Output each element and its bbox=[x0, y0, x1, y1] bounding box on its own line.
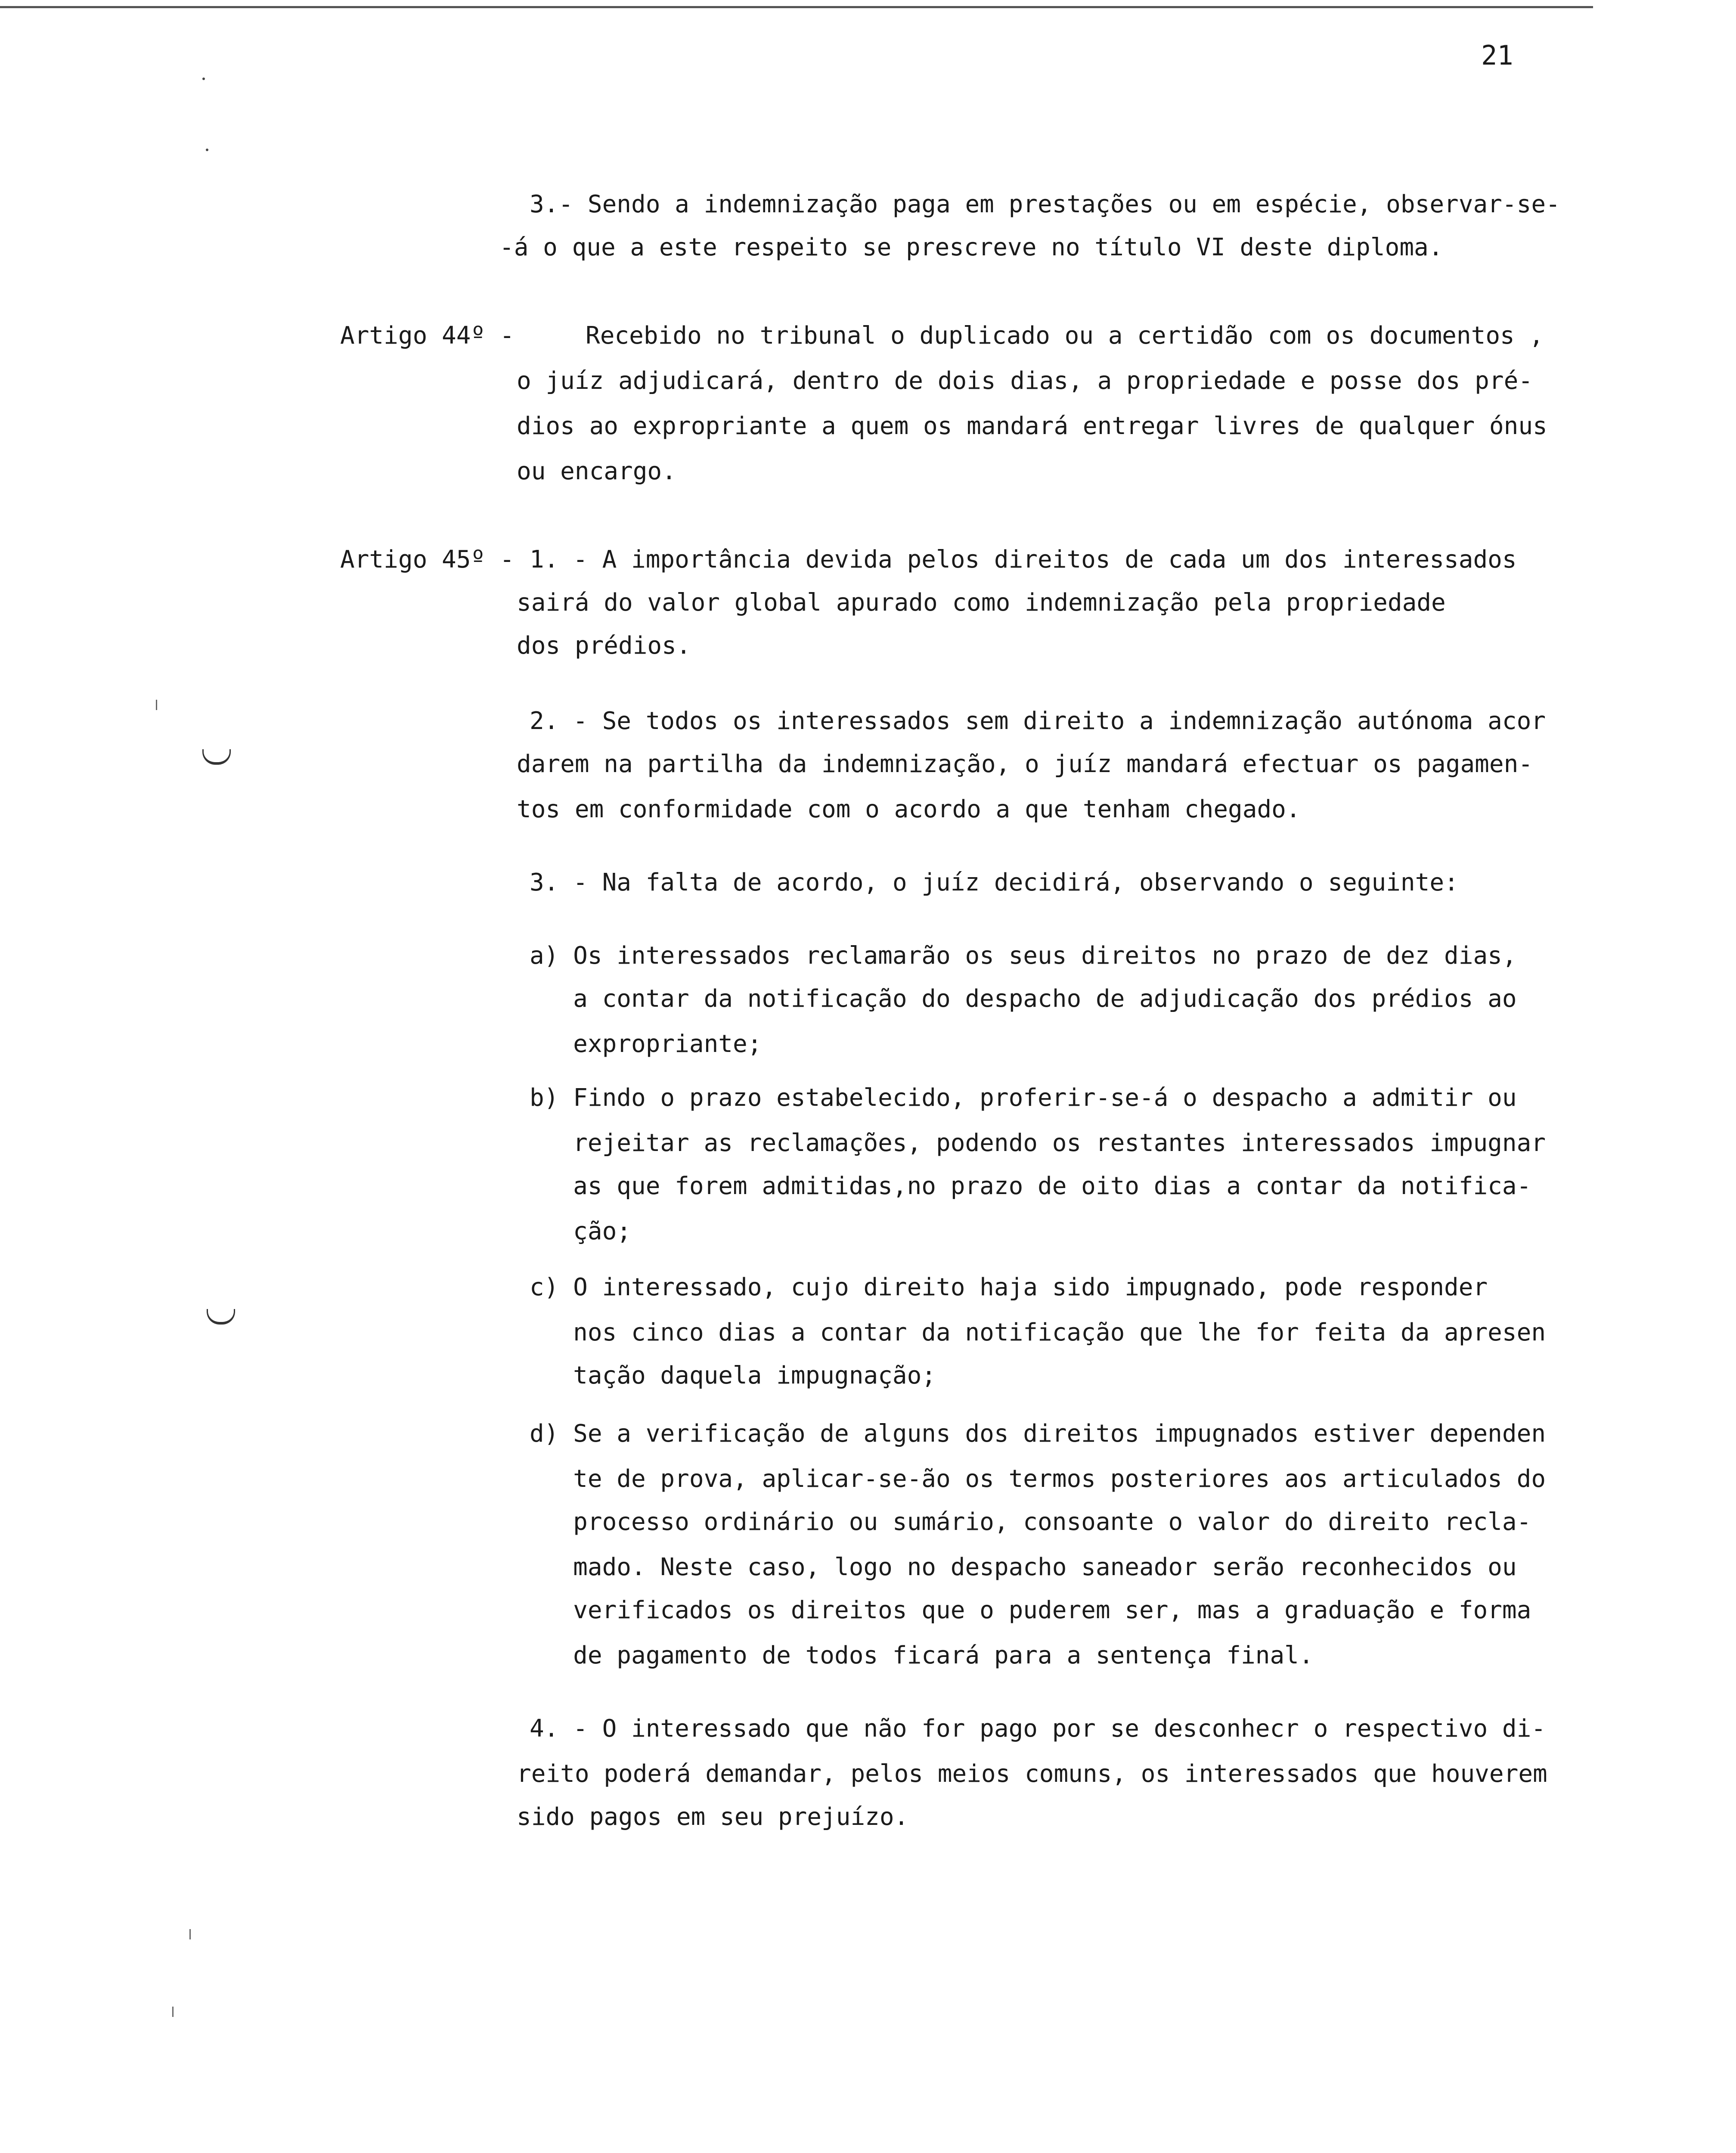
text-line: 1. - A importância devida pelos direitos de cada um dos interessados bbox=[530, 546, 1517, 574]
text-line: 2. - Se todos os interessados sem direito a indemnização autónoma acor bbox=[530, 707, 1546, 735]
text-line: tação daquela impugnação; bbox=[530, 1362, 936, 1390]
text-line: o juíz adjudicará, dentro de dois dias, a propriedade e posse dos pré- bbox=[517, 367, 1533, 395]
margin-check-mark bbox=[202, 749, 231, 765]
page-number: 21 bbox=[1481, 40, 1513, 71]
text-line: nos cinco dias a contar da notificação que lhe for feita da apresen bbox=[530, 1318, 1546, 1346]
margin-dot bbox=[206, 149, 208, 151]
text-line: 3. - Na falta de acordo, o juíz decidirá, observando o seguinte: bbox=[530, 869, 1459, 897]
text-line: 3.- Sendo a indemnização paga em prestações ou em espécie, observar-se- bbox=[530, 190, 1560, 218]
text-line: te de prova, aplicar-se-ão os termos posteriores aos articulados do bbox=[530, 1465, 1546, 1493]
margin-tick bbox=[189, 1929, 191, 1939]
text-line: ção; bbox=[530, 1217, 632, 1245]
text-line: -á o que a este respeito se prescreve no título VI deste diploma. bbox=[499, 233, 1443, 261]
text-line: tos em conformidade com o acordo a que tenham chegado. bbox=[517, 795, 1301, 823]
text-line: as que forem admitidas,no prazo de oito dias a contar da notifica- bbox=[530, 1172, 1531, 1200]
text-line: a contar da notificação do despacho de adjudicação dos prédios ao bbox=[530, 985, 1517, 1013]
text-line: a) Os interessados reclamarão os seus direitos no prazo de dez dias, bbox=[530, 942, 1517, 970]
text-line: processo ordinário ou sumário, consoante o valor do direito recla- bbox=[530, 1508, 1531, 1536]
text-line: sido pagos em seu prejuízo. bbox=[517, 1803, 909, 1831]
article-label: Artigo 44º - bbox=[340, 322, 515, 350]
text-line: d) Se a verificação de alguns dos direitos impugnados estiver dependen bbox=[530, 1420, 1546, 1448]
text-line: b) Findo o prazo estabelecido, proferir-se-á o despacho a admitir ou bbox=[530, 1084, 1517, 1112]
text-line: rejeitar as reclamações, podendo os restantes interessados impugnar bbox=[530, 1129, 1546, 1157]
article-label: Artigo 45º - bbox=[340, 546, 515, 574]
text-line: 4. - O interessado que não for pago por se desconhecr o respectivo di- bbox=[530, 1715, 1546, 1743]
top-rule bbox=[0, 6, 1593, 8]
margin-dot bbox=[202, 78, 205, 80]
text-line: Recebido no tribunal o duplicado ou a certidão com os documentos , bbox=[586, 322, 1544, 350]
margin-tick bbox=[172, 2007, 174, 2017]
margin-check-mark bbox=[207, 1309, 235, 1325]
text-line: c) O interessado, cujo direito haja sido impugnado, pode responder bbox=[530, 1273, 1488, 1301]
text-line: darem na partilha da indemnização, o juíz mandará efectuar os pagamen- bbox=[517, 750, 1533, 778]
text-line: dos prédios. bbox=[517, 632, 691, 660]
text-line: expropriante; bbox=[530, 1030, 762, 1058]
margin-tick bbox=[156, 700, 157, 710]
text-line: sairá do valor global apurado como indemnização pela propriedade bbox=[517, 589, 1446, 617]
text-line: reito poderá demandar, pelos meios comuns, os interessados que houverem bbox=[517, 1760, 1547, 1788]
text-line: ou encargo. bbox=[517, 457, 676, 485]
text-line: verificados os direitos que o puderem ser, mas a graduação e forma bbox=[530, 1596, 1531, 1624]
text-line: dios ao expropriante a quem os mandará entregar livres de qualquer ónus bbox=[517, 412, 1547, 440]
text-line: de pagamento de todos ficará para a sentença final. bbox=[530, 1641, 1314, 1669]
text-line: mado. Neste caso, logo no despacho saneador serão reconhecidos ou bbox=[530, 1553, 1517, 1581]
